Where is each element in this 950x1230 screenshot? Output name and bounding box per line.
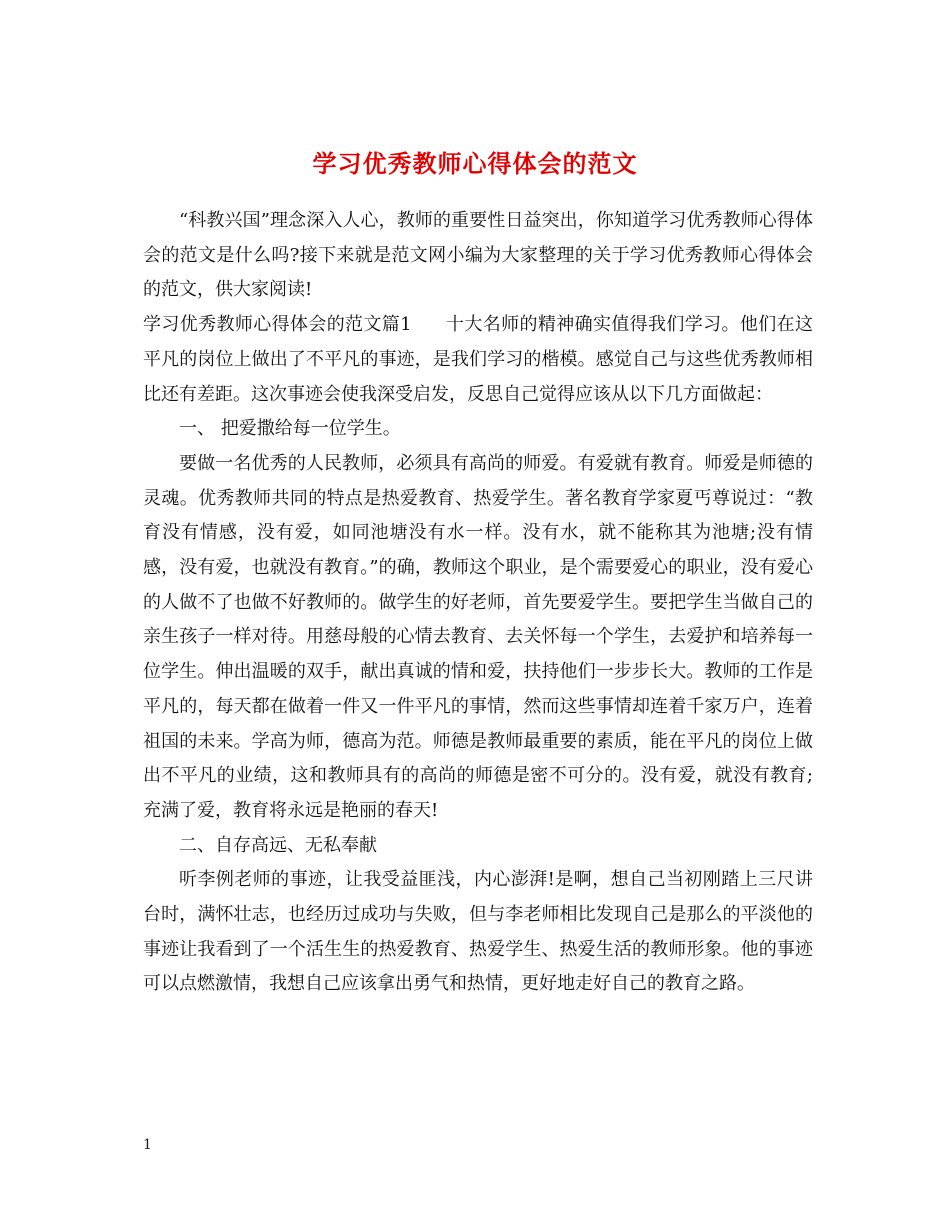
article-heading: 学习优秀教师心得体会的范文篇1 (143, 314, 412, 336)
document-title: 学习优秀教师心得体会的范文 (312, 149, 638, 179)
article-lead: 十大名师的精神确实值得我们学习。他们在这平凡的岗位上做出了不平凡的事迹，是我们学习的楷模。感觉自己与这些优秀教师相比还有差距。这次事迹会使我深受启发，反思自己觉得应该从以下几方面做起： (143, 314, 814, 405)
document-body (143, 204, 813, 1002)
section-2-paragraph: 听李例老师的事迹，让我受益匪浅，内心澎湃!是啊，想自己当初刚踏上三尺讲台时，满怀壮志，也经历过成功与失败，但与李老师相比发现自己是那么的平淡他的事迹让我看到了一个活生生的热爱教育、热爱学生、热爱生活的教师形象。他的事迹可以点燃激情，我想自己应该拿出勇气和热情，更好地走好自己的教育之路。 (143, 869, 813, 995)
section-2-heading: 二、自存高远、无私奉献 (179, 834, 377, 856)
section-1-heading: 一、 把爱撒给每一位学生。 (179, 418, 401, 440)
intro-paragraph: “科教兴国”理念深入人心，教师的重要性日益突出，你知道学习优秀教师心得体会的范文是什么吗?接下来就是范文网小编为大家整理的关于学习优秀教师心得体会的范文，供大家阅读! (143, 210, 813, 301)
section-1-paragraph: 要做一名优秀的人民教师，必须具有高尚的师爱。有爱就有教育。师爱是师德的灵魂。优秀教师共同的特点是热爱教育、热爱学生。著名教育学家夏丐尊说过：“教育没有情感，没有爱，如同池塘没有水一样。没有水，就不能称其为池塘;没有情感，没有爱，也就没有教育。”的确，教师这个职业，是个需要爱心的职业，没有爱心的人做不了也做不好教师的。做学生的好老师，首先要爱学生。要把学生当做自己的亲生孩子一样对待。用慈母般的心情去教育、去关怀每一个学生，去爱护和培养每一位学生。伸出温暖的双手，献出真诚的情和爱，扶持他们一步步长大。教师的工作是平凡的，每天都在做着一件又一件平凡的事情，然而这些事情却连着千家万户，连着祖国的未来。学高为师，德高为范。师德是教师最重要的素质，能在平凡的岗位上做出不平凡的业绩，这和教师具有的高尚的师德是密不可分的。没有爱，就没有教育;充满了爱，教育将永远是艳丽的春天! (143, 452, 813, 821)
page-number: 1 (143, 1137, 152, 1153)
article-paragraph (143, 308, 813, 412)
